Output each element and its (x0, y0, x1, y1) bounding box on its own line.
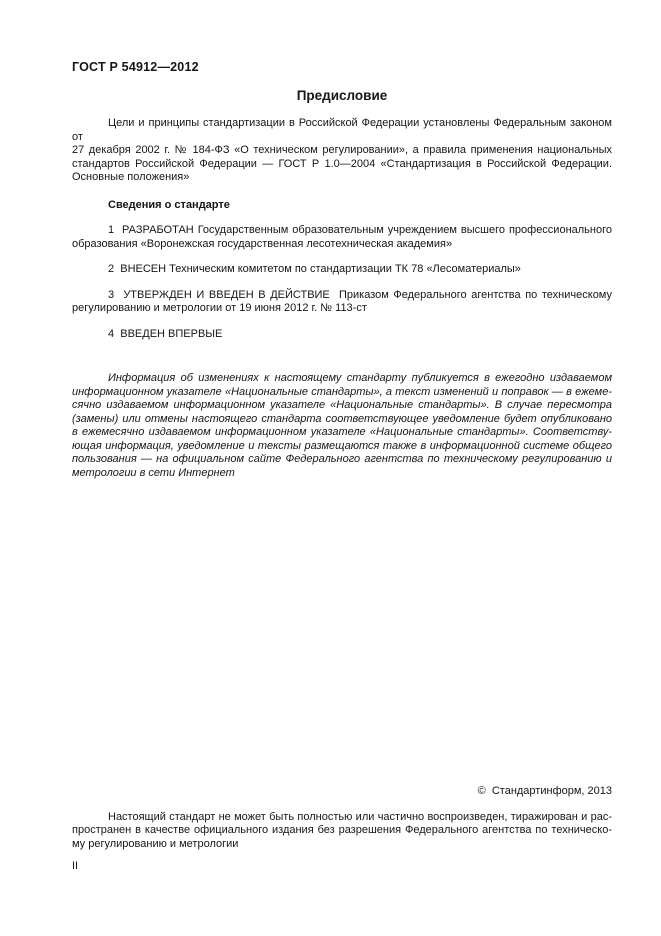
text-line: Информация об изменениях к настоящему стандарту публикуется в ежегодно издаваемом (108, 372, 612, 384)
standard-info-item-2 (72, 263, 612, 277)
page-title: Предисловие (296, 87, 388, 103)
doc-number-header: ГОСТ Р 54912—2012 (72, 60, 199, 74)
text-line: (замены) или отмены настоящего стандарта соответствующее уведомление будет опубликовано (72, 412, 612, 425)
text-line: 2 ВНЕСЕН Техническим комитетом по стандартизации ТК 78 «Лесоматериалы» (108, 263, 521, 275)
standard-info-item-3 (72, 289, 612, 316)
text-line: информационном указателе «Национальные стандарты», а текст изменений и поправок — в ежеме- (72, 385, 612, 398)
standard-info-item-1 (72, 224, 612, 251)
text-line: 4 ВВЕДЕН ВПЕРВЫЕ (108, 327, 223, 340)
text-line: ющая информация, уведомление и тексты размещаются также в информационной системе общего (72, 439, 612, 452)
section-heading: Сведения о стандарте (108, 198, 230, 211)
text-line: образования «Воронежская государственная лесотехническая академия» (72, 237, 453, 250)
text-line: в ежемесячно издаваемом информационном указателе «Национальные стандарты». Соответству- (72, 426, 612, 438)
text-line: Настоящий стандарт не может быть полностью или частично воспроизведен, тиражирован и рас- (108, 810, 612, 823)
text-line: Основные положения» (72, 171, 190, 183)
amendments-note (72, 372, 612, 480)
text-line: 27 декабря 2002 г. № 184-ФЗ «О техническом регулировании», а правила применения национальных (72, 144, 612, 156)
standard-info-item-4 (72, 328, 612, 342)
text-line: стандартов Российской Федерации — ГОСТ Р 1.0—2004 «Стандартизация в Российской Федерации. (72, 157, 612, 170)
text-line: регулированию и метрологии от 19 июня 2012 г. № 113-ст (72, 302, 367, 314)
text-line: пространен в качестве официального издания без разрешения Федерального агентства по техническо- (72, 824, 612, 836)
copyright-line: © Стандартинформ, 2013 (477, 785, 612, 797)
text-line: 3 УТВЕРЖДЕН И ВВЕДЕН В ДЕЙСТВИЕ Приказом Федерального агентства по техническому (108, 288, 612, 301)
reproduction-restriction (72, 811, 612, 852)
text-line: пользования — на официальном сайте Федерального агентства по техническому регулированию и (72, 453, 612, 465)
text-line: му регулированию и метрологии (72, 837, 239, 850)
intro-paragraph (72, 117, 612, 185)
page-number: II (72, 860, 79, 872)
text-line: сячно издаваемом информационном указателе «Национальные стандарты». В случае пересмотра (72, 399, 612, 411)
text-line: 1 РАЗРАБОТАН Государственным образовательным учреждением высшего профессионального (108, 224, 612, 236)
text-line: метрологии в сети Интернет (72, 466, 235, 479)
text-line: Цели и принципы стандартизации в Российской Федерации установлены Федеральным законом от (72, 117, 612, 143)
